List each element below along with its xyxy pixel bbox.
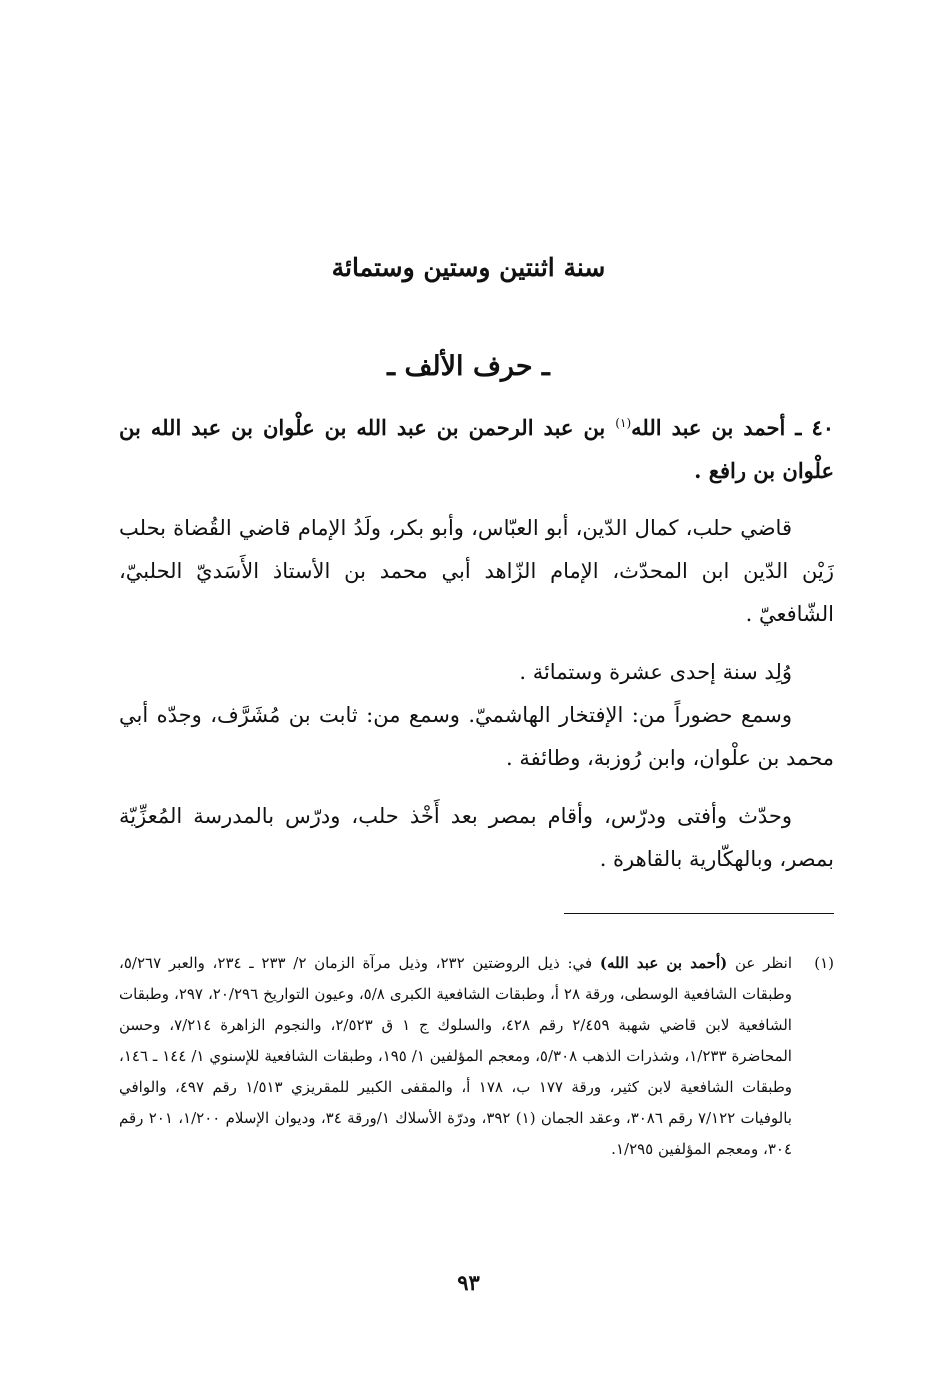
year-heading: سنة اثنتين وستين وستمائة [331,253,606,282]
paragraph-teaching: وحدّث وأفتى ودرّس، وأقام بمصر بعد أَخْذ حلب، ودرّس بالمدرسة المُعزِّيّة بمصر، وبالهكّارية بالقاهرة . [119,804,834,871]
footnote-subject: (أحمد بن عبد الله) [599,954,728,972]
entry-name-part1: أحمد بن عبد الله [631,415,786,440]
footnote-marker[interactable]: (١) [615,416,632,430]
entry-number: ٤٠ ـ [795,415,835,440]
footnote-body: في: ذيل الروضتين ٢٣٢، وذيل مرآة الزمان ٢/ ٢٣٣ ـ ٢٣٤، والعبر ٥/٢٦٧، وطبقات الشافعية الوسطى، ورقة ٢٨ أ، وطبقات الشافعية الكبرى ٥/٨، وعيون التواريخ ٢٠/٢٩٦، ٢٩٧، وطبقات الشافعية لابن قاضي شهبة ٢/٤٥٩ رقم ٤٢٨، والسلوك ج ١ ق ٢/٥٢٣، والنجوم الزاهرة ٧/٢١٤، وحسن المحاضرة ١/٢٣٣، وشذرات الذهب ٥/٣٠٨، ومعجم المؤلفين ١/ ١٩٥، وطبقات الشافعية للإسنوي ١/ ١٤٤ ـ ١٤٦، وطبقات الشافعية لابن كثير، ورقة ١٧٧ ب، ١٧٨ أ، والمقفى الكبير للمقريزي ١/٥١٣ رقم ٤٩٧، والوافي بالوفيات ٧/١٢٢ رقم ٣٠٨٦، وعقد الجمان (١) ٣٩٢، ودرّة الأسلاك ١/ورقة ٣٤، وديوان الإسلام ١/٢٠٠، ٢٠١ رقم ٣٠٤، ومعجم المؤلفين ١/٢٩٥. [119,954,793,1158]
page-number: ٩٣ [457,1270,480,1295]
entry-heading [119,402,834,492]
footnote-lead: انظر عن [735,954,792,972]
footnote-text [119,948,792,1165]
body-text [119,402,834,896]
paragraph-titles: قاضي حلب، كمال الدّين، أبو العبّاس، وأبو بكر، ولَدُ الإمام قاضي القُضاة بحلب زَيْن الدّين ابن المحدّث، الإمام الزّاهد أبي محمد بن الأستاذ الأَسَديّ الحلبيّ، الشّافعيّ . [119,516,834,626]
footnote-divider [564,913,834,914]
footnote-number: (١) [814,954,834,972]
entry-name-part2: بن عبد الرحمن بن عبد الله بن علْوان بن عبد الله بن علْوان بن رافع . [119,415,834,483]
section-heading: ـ حرف الألف ـ [387,351,550,382]
paragraph-birth: وُلِد سنة إحدى عشرة وستمائة . [519,660,792,684]
paragraph-hearing: وسمع حضوراً من: الإفتخار الهاشميّ. وسمع من: ثابت بن مُشَرَّف، وجدّه أبي محمد بن علْوان، وابن رُوزبة، وطائفة . [119,703,834,770]
footnote [119,948,834,1165]
